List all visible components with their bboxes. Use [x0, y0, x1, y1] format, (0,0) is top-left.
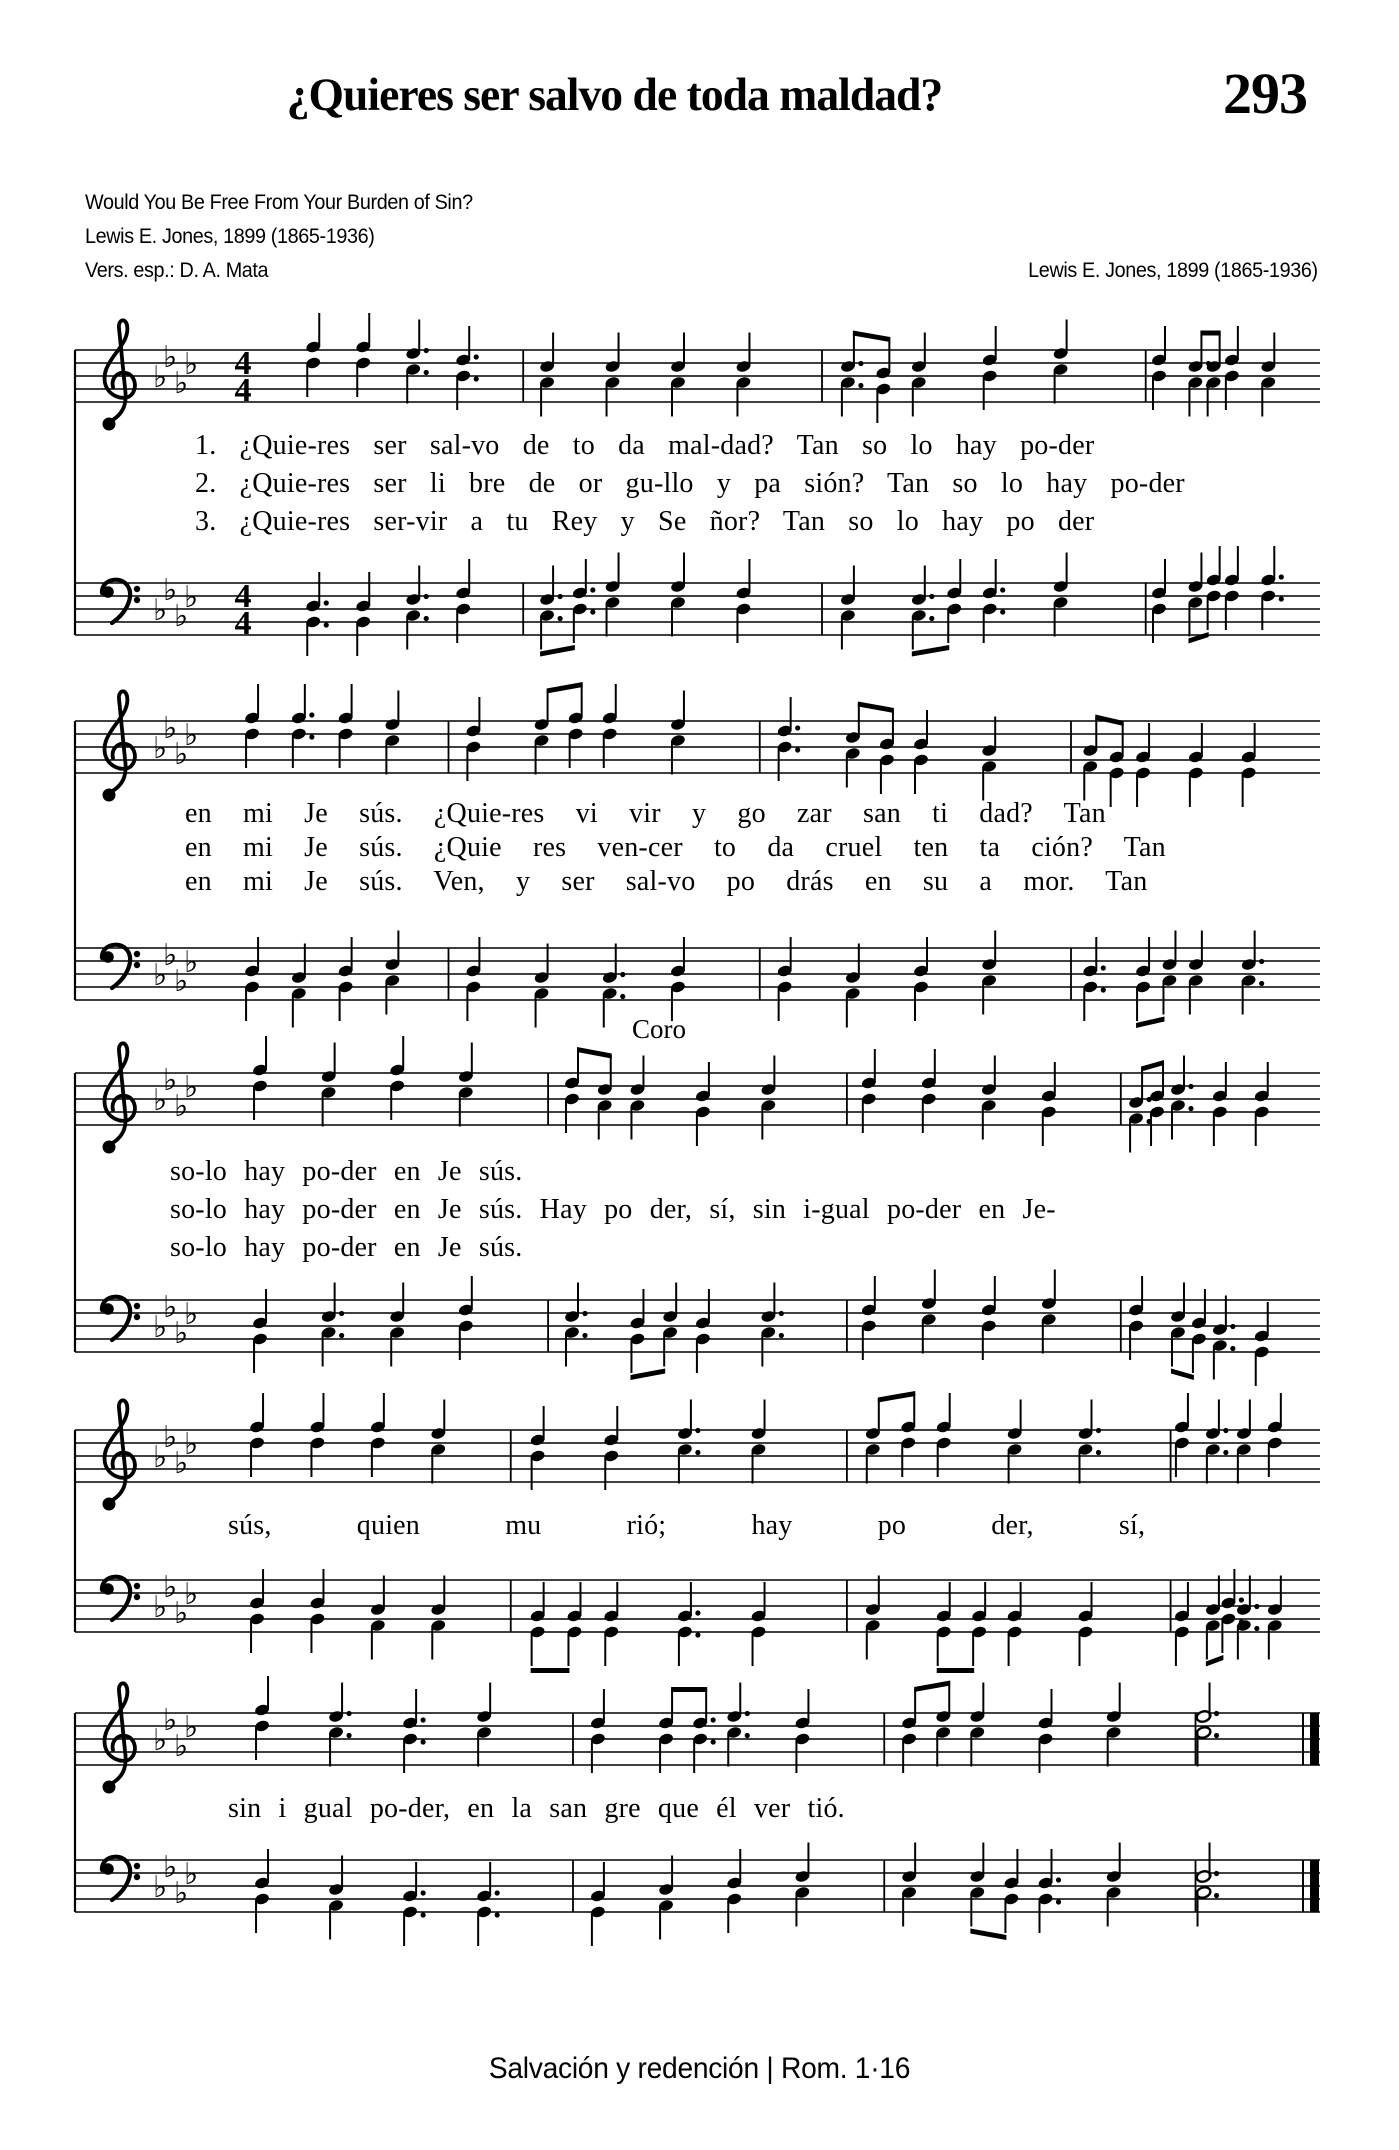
lyric-line: 1. ¿Quie-res ser sal-vo de to da mal-dad? Tan so lo hay po-der: [195, 430, 1095, 461]
flat-sign: ♭: [174, 366, 189, 401]
bass-clef-icon: [102, 1297, 140, 1340]
lyric-line: so-lo hay po-der en Je sús.: [170, 1232, 523, 1263]
flat-sign: ♭: [174, 1089, 189, 1124]
lyric-line: en mi Je sús. Ven, y ser sal-vo po drás en su a mor. Tan: [185, 866, 1148, 897]
flat-sign: ♭: [174, 964, 189, 999]
flat-sign: ♭: [163, 1290, 178, 1325]
lyric-line: en mi Je sús. ¿Quie res ven-cer to da cruel ten ta ción? Tan: [185, 832, 1166, 863]
composer-line: Lewis E. Jones, 1899 (1865-1936): [1028, 258, 1318, 282]
lyric-line: so-lo hay po-der en Je sús.: [170, 1156, 523, 1187]
footer-category: Salvación y redención | Rom. 1·16: [488, 2052, 911, 2085]
flat-sign: ♭: [153, 1083, 168, 1118]
lyric-line: sin i gual po-der, en la san gre que él ver tió.: [228, 1793, 845, 1824]
translator-line: Vers. esp.: D. A. Mata: [85, 258, 269, 282]
hymn-number: 293: [1223, 61, 1307, 126]
flat-sign: ♭: [163, 573, 178, 608]
flat-sign: ♭: [153, 1723, 168, 1758]
bass-clef-icon: [102, 1857, 140, 1900]
flat-sign: ♭: [153, 1310, 168, 1345]
lyric-line: 3. ¿Quie-res ser-vir a tu Rey y Se ñor? Tan so lo hay po der: [195, 506, 1095, 537]
flat-sign: ♭: [184, 945, 199, 980]
time-signature: 4: [234, 345, 252, 382]
bass-clef-icon: [102, 580, 140, 623]
flat-sign: ♭: [153, 958, 168, 993]
flat-sign: ♭: [163, 1570, 178, 1605]
english-title: Would You Be Free From Your Burden of Sin?: [85, 190, 473, 214]
flat-sign: ♭: [163, 1420, 178, 1455]
time-signature: 4: [234, 578, 252, 615]
flat-sign: ♭: [174, 1876, 189, 1911]
flat-sign: ♭: [184, 1427, 199, 1462]
flat-sign: ♭: [174, 737, 189, 772]
flat-sign: ♭: [184, 1857, 199, 1892]
flat-sign: ♭: [163, 1850, 178, 1885]
flat-sign: ♭: [174, 1729, 189, 1764]
time-signature: 4: [234, 605, 252, 642]
flat-sign: ♭: [153, 360, 168, 395]
flat-sign: ♭: [184, 718, 199, 753]
lyric-line: so-lo hay po-der en Je sús. Hay po der, sí, sin i-gual po-der en Je-: [170, 1194, 1056, 1225]
flat-sign: ♭: [163, 711, 178, 746]
flat-sign: ♭: [174, 1446, 189, 1481]
page-title: ¿Quieres ser salvo de toda maldad?: [286, 69, 943, 121]
flat-sign: ♭: [153, 731, 168, 766]
flat-sign: ♭: [163, 1063, 178, 1098]
flat-sign: ♭: [163, 340, 178, 375]
coro-label: Coro: [632, 1014, 686, 1044]
flat-sign: ♭: [184, 1577, 199, 1612]
flat-sign: ♭: [184, 347, 199, 382]
flat-sign: ♭: [163, 938, 178, 973]
author-line: Lewis E. Jones, 1899 (1865-1936): [85, 224, 375, 248]
flat-sign: ♭: [184, 1070, 199, 1105]
time-signature: 4: [234, 372, 252, 409]
lyric-line: 2. ¿Quie-res ser li bre de or gu-llo y pa sión? Tan so lo hay po-der: [195, 468, 1185, 499]
flat-sign: ♭: [174, 1316, 189, 1351]
flat-sign: ♭: [174, 599, 189, 634]
flat-sign: ♭: [153, 1590, 168, 1625]
flat-sign: ♭: [153, 1870, 168, 1905]
flat-sign: ♭: [153, 593, 168, 628]
flat-sign: ♭: [184, 580, 199, 615]
flat-sign: ♭: [153, 1440, 168, 1475]
flat-sign: ♭: [184, 1297, 199, 1332]
flat-sign: ♭: [174, 1596, 189, 1631]
bass-clef-icon: [102, 1577, 140, 1620]
bass-clef-icon: [102, 945, 140, 988]
lyric-line: en mi Je sús. ¿Quie-res vi vir y go zar san ti dad? Tan: [185, 798, 1106, 829]
flat-sign: ♭: [184, 1710, 199, 1745]
flat-sign: ♭: [163, 1703, 178, 1738]
lyric-line: sús, quien mu rió; hay po der, sí,: [228, 1510, 1146, 1541]
